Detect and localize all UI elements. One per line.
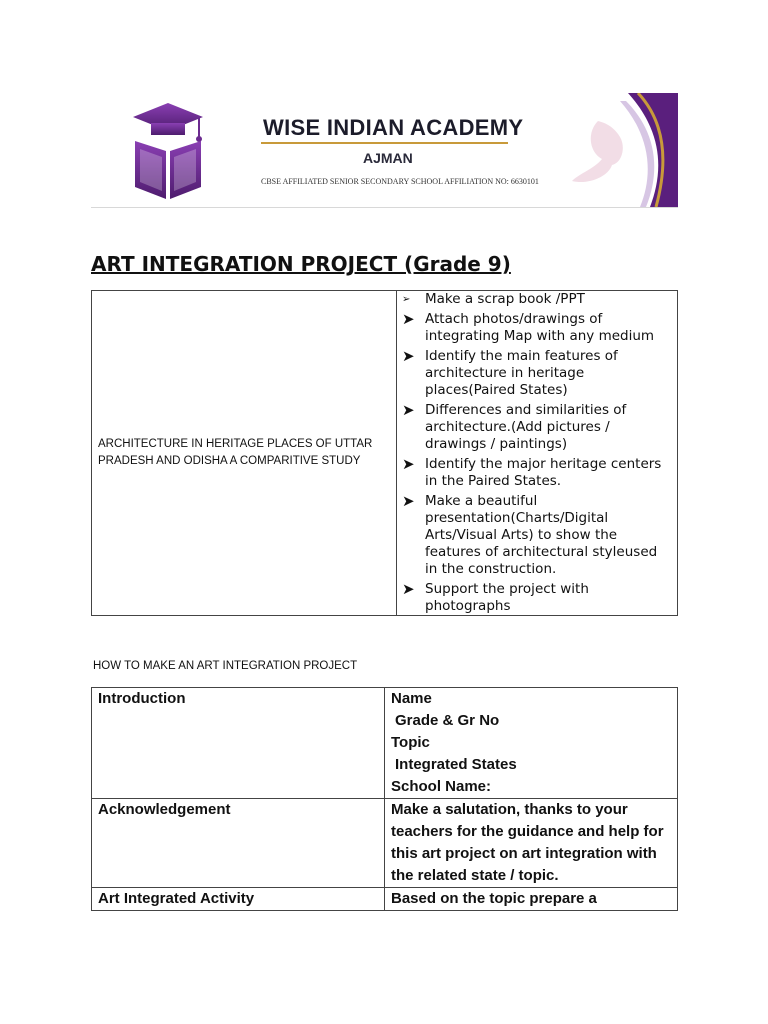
task-list [402, 291, 673, 615]
divider [261, 142, 508, 144]
section-name: Art Integrated Activity [92, 888, 385, 911]
list-item: ➢ Make a scrap book /PPT [402, 291, 585, 307]
how-to-table [91, 687, 678, 911]
arrow-bullet-icon: ➤ [402, 401, 415, 419]
school-name: WISE INDIAN ACADEMY [263, 115, 524, 140]
list-item: ➤ Differences and similarities of architecture.(Add pictures / drawings / paintings) [402, 401, 627, 452]
section-name: Introduction [92, 688, 385, 799]
arrow-bullet-icon: ➤ [402, 580, 415, 598]
list-item: ➤ Support the project with photographs [402, 580, 589, 614]
table-row [92, 888, 678, 911]
section-details: Name Grade & Gr No Topic Integrated States School Name: [385, 688, 678, 799]
arrow-bullet-icon: ➤ [402, 347, 415, 365]
section-details: Make a salutation, thanks to your teachers for the guidance and help for this art project on art integration with the related state / topic. [385, 799, 678, 888]
arrow-bullet-icon: ➤ [402, 492, 415, 510]
table-row [92, 688, 678, 799]
header-rule [91, 207, 678, 208]
page-title: ART INTEGRATION PROJECT (Grade 9) [91, 252, 511, 276]
school-header [91, 93, 678, 207]
graduation-cap-book-logo [131, 101, 205, 199]
list-item: ➤ Identify the main features of architecture in heritage places(Paired States) [402, 347, 618, 398]
section-heading: HOW TO MAKE AN ART INTEGRATION PROJECT [93, 660, 358, 672]
arrow-bullet-icon: ➤ [402, 455, 415, 473]
arrow-bullet-icon: ➤ [402, 310, 415, 328]
section-details: Based on the topic prepare a [385, 888, 678, 911]
project-table [91, 290, 678, 616]
arrow-bullet-icon: ➢ [402, 294, 411, 305]
list-item: ➤ Identify the major heritage centers in the Paired States. [402, 455, 662, 489]
table-row [92, 799, 678, 888]
list-item: ➤ Attach photos/drawings of integrating Map with any medium [402, 310, 655, 344]
affiliation-text: CBSE AFFILIATED SENIOR SECONDARY SCHOOL AFFILIATION NO: 6630101 [261, 177, 539, 186]
school-location: AJMAN [363, 150, 413, 166]
decorative-corner-art [568, 93, 678, 207]
project-topic: ARCHITECTURE IN HERITAGE PLACES OF UTTAR PRADESH AND ODISHA A COMPARITIVE STUDY [92, 291, 397, 616]
list-item: ➤ Make a beautiful presentation(Charts/Digital Arts/Visual Arts) to show the features of architectural styleused in the construction. [402, 492, 658, 577]
section-name: Acknowledgement [92, 799, 385, 888]
project-tasks-cell [397, 291, 678, 616]
